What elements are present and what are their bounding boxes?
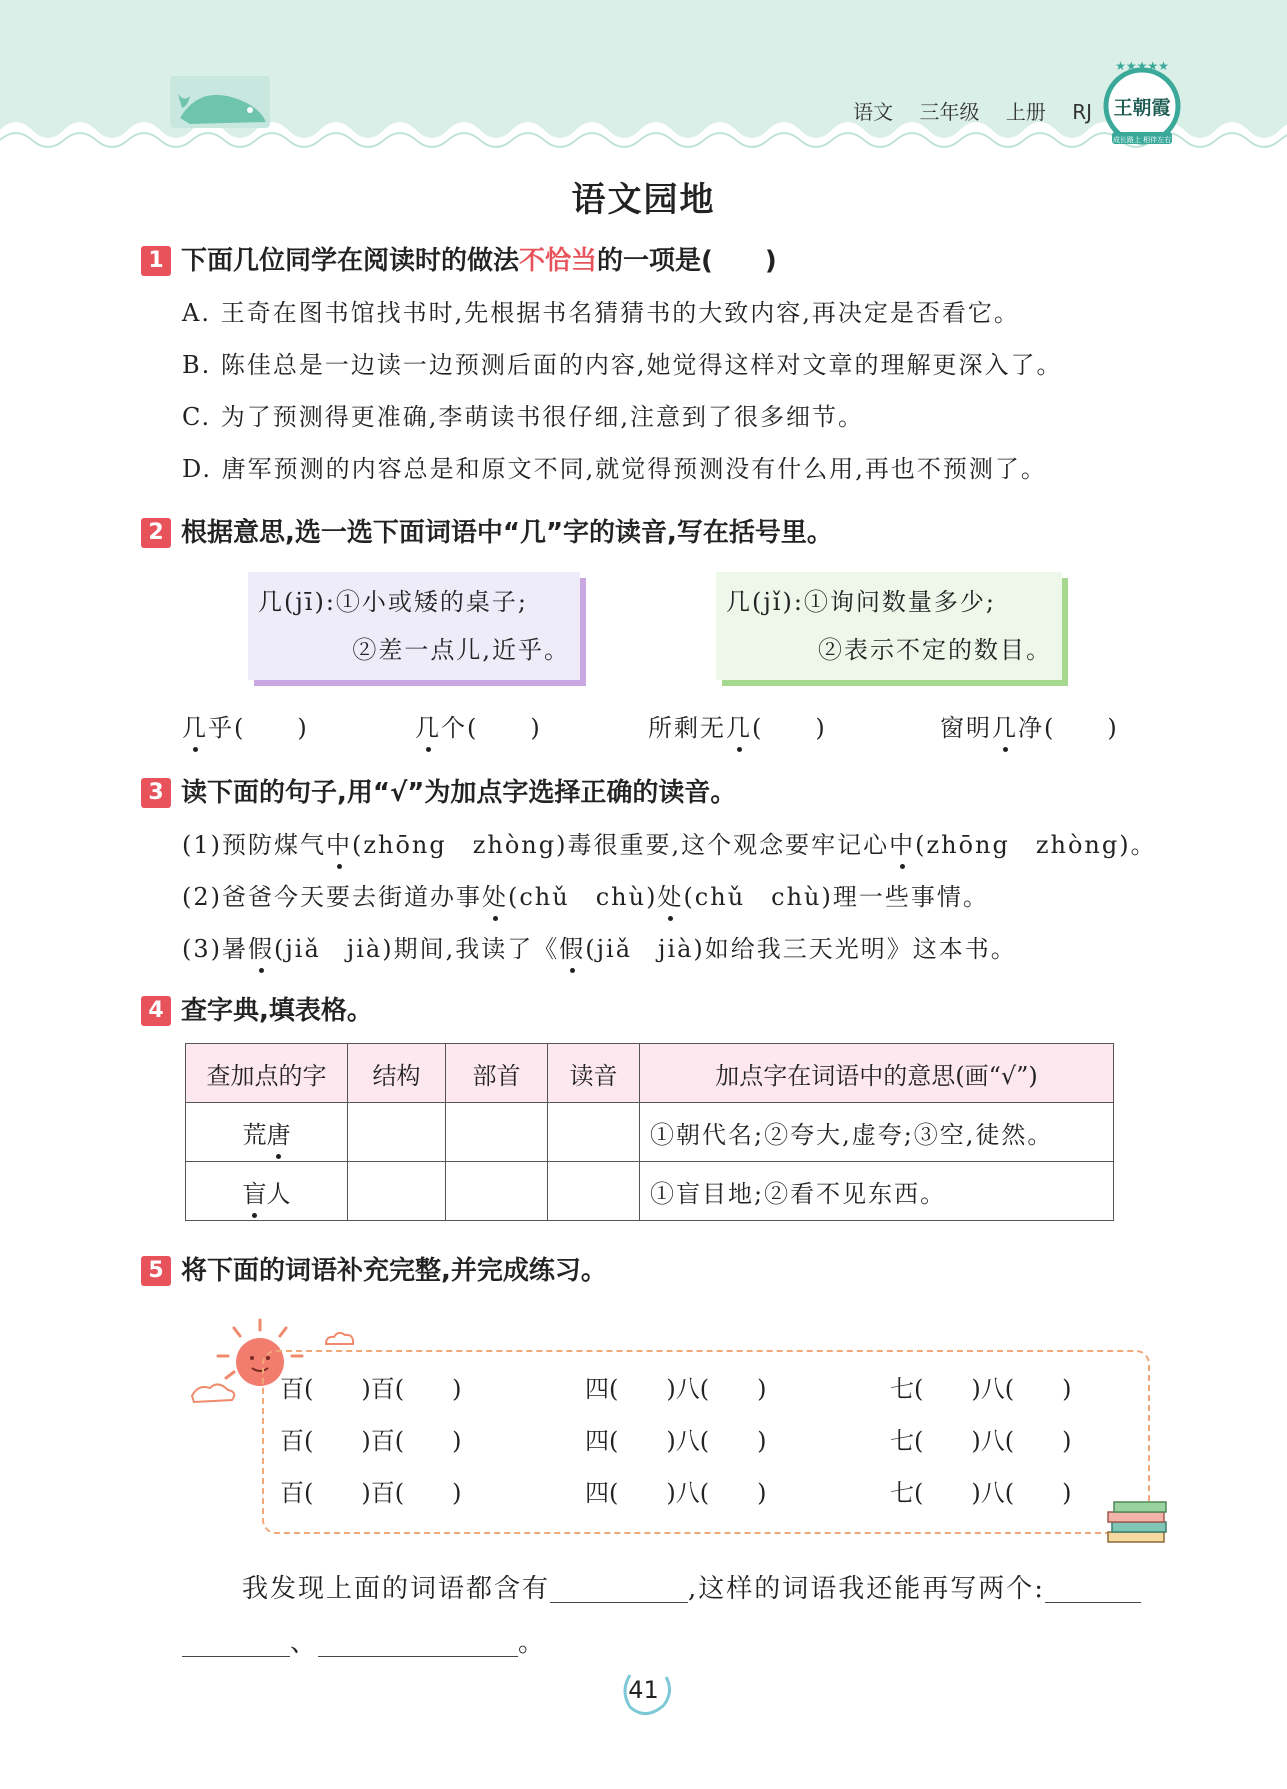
logo-subtext: 成长路上 相伴左右 bbox=[1112, 136, 1172, 144]
radical-cell[interactable] bbox=[446, 1162, 548, 1221]
dotted-char: 几 bbox=[182, 714, 208, 742]
table-header-row bbox=[186, 1044, 1114, 1103]
stem-text: 将下面的词语补充完整,并完成练习。 bbox=[181, 1256, 607, 1286]
definition-box-ji3 bbox=[716, 572, 1062, 680]
sentence-2[interactable]: (2)爸爸今天要去街道办事处(chǔ chù)处(chǔ chù)理一些事情。 bbox=[182, 883, 989, 911]
idiom-item[interactable]: 四( )八( ) bbox=[585, 1479, 767, 1507]
word-cell: 盲人 bbox=[186, 1162, 348, 1221]
option-c[interactable]: C. 为了预测得更准确,李萌读书很仔细,注意到了很多细节。 bbox=[182, 403, 865, 431]
dotted-char: 处 bbox=[657, 883, 684, 911]
dotted-char: 中 bbox=[326, 831, 352, 859]
idiom-item[interactable]: 七( )八( ) bbox=[890, 1427, 1072, 1455]
option-b[interactable]: B. 陈佳总是一边读一边预测后面的内容,她觉得这样对文章的理解更深入了。 bbox=[182, 351, 1063, 379]
idiom-item[interactable]: 七( )八( ) bbox=[890, 1375, 1072, 1403]
dictionary-table bbox=[185, 1043, 1114, 1221]
grade-label: 三年级 bbox=[919, 100, 980, 124]
stem-highlight: 不恰当 bbox=[519, 246, 598, 276]
dotted-char: 唐 bbox=[266, 1120, 291, 1149]
word-item[interactable]: 几个( ) bbox=[415, 714, 542, 742]
word-item[interactable]: 几乎( ) bbox=[182, 714, 309, 742]
question-number: 3 bbox=[141, 778, 171, 808]
column-header: 读音 bbox=[548, 1044, 640, 1103]
meaning-cell[interactable]: ①盲目地;②看不见东西。 bbox=[640, 1162, 1114, 1221]
svg-text:★★★★★: ★★★★★ bbox=[1115, 59, 1169, 73]
dotted-char: 几 bbox=[992, 714, 1018, 742]
whale-icon bbox=[170, 74, 280, 130]
definition-line: 几(jī):①小或矮的桌子; bbox=[258, 588, 529, 616]
word-item[interactable]: 所剩无几( ) bbox=[648, 714, 827, 742]
page-title: 语文园地 bbox=[571, 180, 716, 220]
stem-text: 根据意思,选一选下面词语中“几”字的读音,写在括号里。 bbox=[181, 518, 833, 548]
question-3-stem bbox=[141, 772, 736, 809]
definition-line: ②差一点儿,近乎。 bbox=[352, 636, 570, 664]
dotted-char: 假 bbox=[559, 935, 586, 963]
radical-cell[interactable] bbox=[446, 1103, 548, 1162]
column-header: 加点字在词语中的意思(画“√”) bbox=[640, 1044, 1114, 1103]
fill-text: 。 bbox=[518, 1628, 547, 1658]
idiom-item[interactable]: 四( )八( ) bbox=[585, 1427, 767, 1455]
books-icon bbox=[1104, 1496, 1170, 1546]
sentence-3[interactable]: (3)暑假(jiǎ jià)期间,我读了《假(jiǎ jià)如给我三天光明》这本书。 bbox=[182, 935, 1017, 963]
dotted-char: 几 bbox=[726, 714, 752, 742]
word-item[interactable]: 窗明几净( ) bbox=[940, 714, 1119, 742]
stem-text: 查字典,填表格。 bbox=[181, 996, 373, 1026]
dotted-char: 中 bbox=[889, 831, 916, 859]
column-header: 部首 bbox=[446, 1044, 548, 1103]
option-d[interactable]: D. 唐军预测的内容总是和原文不同,就觉得预测没有什么用,再也不预测了。 bbox=[182, 455, 1047, 483]
definition-box-ji1 bbox=[248, 572, 580, 680]
question-4-stem bbox=[141, 990, 373, 1027]
idiom-item[interactable]: 百( )百( ) bbox=[280, 1375, 462, 1403]
definition-line: ②表示不定的数目。 bbox=[818, 636, 1052, 664]
question-5-stem bbox=[141, 1250, 607, 1287]
question-number: 2 bbox=[141, 518, 171, 548]
dotted-char: 处 bbox=[482, 883, 508, 911]
page-number: 41 bbox=[628, 1676, 659, 1704]
fill-text: 我发现上面的词语都含有 bbox=[242, 1574, 551, 1604]
structure-cell[interactable] bbox=[348, 1162, 446, 1221]
question-1-stem bbox=[141, 240, 777, 277]
term-label: 上册 bbox=[1005, 100, 1046, 124]
dotted-char: 假 bbox=[248, 935, 274, 963]
idiom-item[interactable]: 百( )百( ) bbox=[280, 1479, 462, 1507]
fill-text: 、 bbox=[290, 1628, 319, 1658]
subject-label: 语文 bbox=[853, 100, 894, 124]
idiom-item[interactable]: 四( )八( ) bbox=[585, 1375, 767, 1403]
stem-text: 的一项是( ) bbox=[597, 246, 777, 276]
stem-text: 下面几位同学在阅读时的做法 bbox=[181, 246, 520, 276]
edition-label: RJ bbox=[1072, 100, 1092, 124]
fill-sentence bbox=[242, 1568, 1141, 1605]
definition-line: 几(jǐ):①询问数量多少; bbox=[726, 588, 997, 616]
column-header: 结构 bbox=[348, 1044, 446, 1103]
stem-text: 读下面的句子,用“√”为加点字选择正确的读音。 bbox=[181, 778, 737, 808]
column-header: 查加点的字 bbox=[186, 1044, 348, 1103]
word-cell: 荒唐 bbox=[186, 1103, 348, 1162]
blank-example-1[interactable] bbox=[1045, 1574, 1141, 1603]
blank-example-2[interactable] bbox=[318, 1628, 518, 1657]
table-row bbox=[186, 1103, 1114, 1162]
blank-example-1-cont[interactable] bbox=[182, 1628, 290, 1657]
question-2-stem bbox=[141, 512, 833, 549]
header-info bbox=[833, 96, 1092, 125]
meaning-cell[interactable]: ①朝代名;②夸大,虚夸;③空,徒然。 bbox=[640, 1103, 1114, 1162]
option-a[interactable]: A. 王奇在图书馆找书时,先根据书名猜猜书的大致内容,再决定是否看它。 bbox=[182, 299, 1020, 327]
idiom-item[interactable]: 百( )百( ) bbox=[280, 1427, 462, 1455]
pinyin-cell[interactable] bbox=[548, 1103, 640, 1162]
table-row bbox=[186, 1162, 1114, 1221]
question-number: 5 bbox=[141, 1256, 171, 1286]
cloud-icon bbox=[323, 1328, 357, 1348]
dotted-char: 盲 bbox=[242, 1179, 267, 1208]
dotted-char: 几 bbox=[415, 714, 441, 742]
question-number: 1 bbox=[141, 246, 171, 276]
structure-cell[interactable] bbox=[348, 1103, 446, 1162]
logo-text: 王朝霞 bbox=[1113, 97, 1171, 119]
fill-sentence-cont bbox=[182, 1622, 546, 1659]
idiom-item[interactable]: 七( )八( ) bbox=[890, 1479, 1072, 1507]
fill-text: ,这样的词语我还能再写两个: bbox=[688, 1574, 1046, 1604]
brand-logo bbox=[1102, 56, 1182, 148]
question-number: 4 bbox=[141, 996, 171, 1026]
blank-common-char[interactable] bbox=[550, 1574, 688, 1603]
page-header bbox=[0, 0, 1287, 150]
sentence-1[interactable]: (1)预防煤气中(zhōng zhòng)毒很重要,这个观念要牢记心中(zhōng zhòng)。 bbox=[182, 831, 1157, 859]
pinyin-cell[interactable] bbox=[548, 1162, 640, 1221]
